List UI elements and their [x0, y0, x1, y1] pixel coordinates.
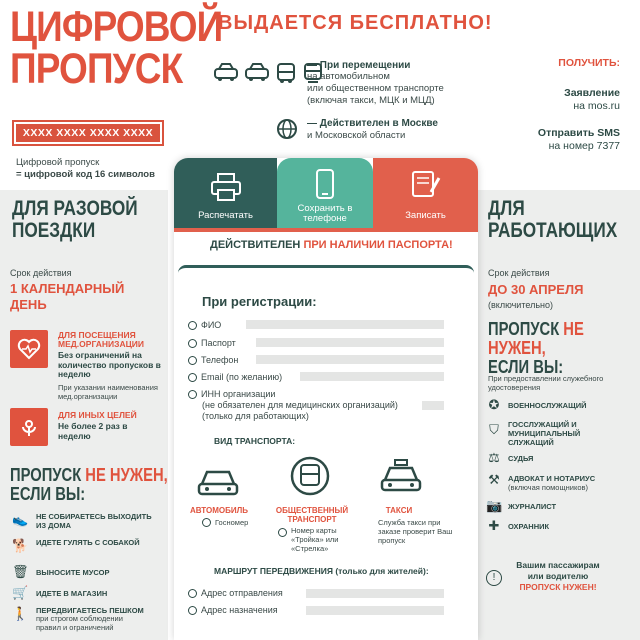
transport-line-2: на автомобильном — [307, 71, 390, 82]
bus-icon — [275, 62, 297, 84]
get-application-label: Заявление — [564, 87, 620, 99]
right-item: ГОССЛУЖАЩИЙ И МУНИЦИПАЛЬНЫЙ СЛУЖАЩИЙ — [508, 420, 581, 447]
lawyer-note: (включая помощников) — [508, 483, 588, 492]
public-sub-row — [278, 526, 363, 553]
left-heading: ДЛЯ РАЗОВОЙ ПОЕЗДКИ — [12, 197, 138, 242]
med-desc: Без ограничений на количество пропусков в неделю — [58, 350, 161, 379]
code-description: Цифровой пропуск — [16, 157, 100, 168]
car-icon — [196, 466, 240, 500]
left-item: ВЫНОСИТЕ МУСОР — [36, 568, 110, 577]
route-title: МАРШРУТ ПЕРЕДВИЖЕНИЯ (только для жителей): — [214, 566, 429, 576]
other-title: ДЛЯ ИНЫХ ЦЕЛЕЙ — [58, 410, 137, 420]
code-description-bold: = цифровой код 16 символов — [16, 169, 155, 180]
route-row — [188, 605, 278, 615]
taxi-label: ТАКСИ — [385, 506, 413, 515]
tab-save-phone[interactable] — [277, 158, 373, 228]
inn-field[interactable] — [422, 401, 444, 410]
tab-label: Записать — [405, 210, 446, 221]
transport-type-title: ВИД ТРАНСПОРТА: — [214, 436, 296, 446]
phone-field[interactable] — [256, 355, 444, 364]
right-heading: ДЛЯ РАБОТАЮЩИХ — [488, 197, 618, 242]
get-application-site[interactable]: на mos.ru — [573, 100, 620, 112]
route-row — [188, 588, 283, 598]
page-title: ЦИФРОВОЙ ПРОПУСК — [10, 3, 223, 93]
heart-pulse-icon — [10, 330, 48, 368]
car-sub-row — [202, 518, 248, 527]
right-item: АДВОКАТ И НОТАРИУС — [508, 474, 596, 483]
right-item: ВОЕННОСЛУЖАЩИЙ — [508, 401, 587, 410]
get-label: ПОЛУЧИТЬ: — [558, 57, 620, 69]
fio-field[interactable] — [246, 320, 444, 329]
check-icon — [202, 518, 211, 527]
left-item: ИДЕТЕ В МАГАЗИН — [36, 589, 108, 598]
inn-note: (не обязателен для медицинских организаций) — [202, 400, 398, 410]
registration-title: При регистрации: — [202, 294, 317, 309]
scales-icon: ⚖ — [488, 450, 500, 465]
transport-line-3: или общественном транспорте — [307, 83, 444, 94]
email-field[interactable] — [300, 372, 444, 381]
field-label: Email (по желанию) — [201, 372, 283, 382]
check-icon — [188, 321, 197, 330]
passenger-line-3: ПРОПУСК НУЖЕН! — [519, 582, 597, 592]
walk-note: при строгом соблюдении правил и ограничений — [36, 614, 123, 632]
valid-notice — [210, 239, 453, 251]
printer-icon — [210, 172, 242, 202]
left-validity-value: 1 КАЛЕНДАРНЫЙ ДЕНЬ — [10, 281, 125, 312]
tab-write[interactable] — [373, 158, 478, 228]
transport-line-4: (включая такси, МЦК и МЦД) — [307, 95, 435, 106]
valid-suffix: ПРИ НАЛИЧИИ ПАСПОРТА! — [303, 239, 453, 251]
field-label: ФИО — [201, 320, 222, 330]
dog-icon: 🐕 — [12, 538, 29, 553]
route-to-label: Адрес назначения — [201, 605, 278, 615]
tab-label: Сохранить в телефоне — [297, 203, 353, 224]
left-item: НЕ СОБИРАЕТЕСЬ ВЫХОДИТЬ ИЗ ДОМА — [36, 512, 152, 530]
field-label: Паспорт — [201, 338, 236, 348]
card-divider — [178, 265, 474, 273]
plus-badge-icon: ✚ — [488, 518, 500, 533]
code-mask: XXXX XXXX XXXX XXXX — [14, 122, 162, 144]
check-icon — [188, 373, 197, 382]
check-icon — [278, 528, 287, 537]
not-needed-word-1: ПРОПУСК — [488, 319, 560, 339]
trash-icon: 🗑 — [12, 564, 29, 579]
check-icon — [188, 390, 197, 399]
right-item: ОХРАННИК — [508, 522, 550, 531]
med-note: При указании наименования мед.организации — [58, 383, 158, 401]
shoe-icon: 👟 — [12, 512, 29, 527]
public-transport-label: ОБЩЕСТВЕННЫЙ ТРАНСПОРТ — [275, 506, 349, 524]
right-item: СУДЬЯ — [508, 454, 534, 463]
not-needed-word-3: ЕСЛИ ВЫ: — [10, 484, 86, 504]
route-from-label: Адрес отправления — [201, 588, 283, 598]
right-not-needed — [488, 320, 613, 377]
passport-field[interactable] — [256, 338, 444, 347]
field-row — [188, 320, 221, 330]
passenger-line-1: Вашим пассажирам — [516, 560, 600, 570]
right-validity-value: ДО 30 АПРЕЛЯ — [488, 282, 584, 297]
left-item: ПЕРЕДВИГАЕТЕСЬ ПЕШКОМ — [36, 606, 144, 615]
not-needed-word-3: ЕСЛИ ВЫ: — [488, 357, 564, 377]
route-to-field[interactable] — [306, 606, 444, 615]
public-sub: Номер карты «Тройка» или «Стрелка» — [291, 526, 339, 553]
star-badge-icon: ✪ — [488, 397, 500, 412]
right-item: ЖУРНАЛИСТ — [508, 502, 557, 511]
notepad-pen-icon — [409, 168, 441, 200]
check-icon — [188, 339, 197, 348]
metro-train-icon — [290, 456, 330, 500]
cert-note: При предоставлении служебного удостоверения — [488, 374, 604, 392]
inn-note-working: (только для работающих) — [202, 411, 309, 421]
pass-card — [174, 158, 478, 640]
left-item: ИДЕТЕ ГУЛЯТЬ С СОБАКОЙ — [36, 538, 140, 547]
valid-prefix: ДЕЙСТВИТЕЛЕН — [210, 239, 301, 251]
left-validity-label: Срок действия — [10, 268, 72, 278]
camera-icon: 📷 — [486, 498, 503, 513]
route-from-field[interactable] — [306, 589, 444, 598]
check-icon — [188, 606, 197, 615]
field-row — [188, 355, 238, 365]
not-needed-word-2: НЕ НУЖЕН, — [488, 319, 584, 358]
check-icon — [188, 356, 197, 365]
walking-person-icon: 🚶 — [12, 606, 29, 621]
taxi-icon — [213, 62, 239, 82]
region-line-2: и Московской области — [307, 130, 406, 141]
not-needed-word-2: НЕ НУЖЕН, — [85, 465, 168, 485]
gavel-icon: ⚒ — [488, 472, 500, 487]
flower-icon — [10, 408, 48, 446]
med-title: ДЛЯ ПОСЕЩЕНИЯ МЕД.ОРГАНИЗАЦИИ — [58, 330, 145, 349]
right-validity-label: Срок действия — [488, 268, 550, 278]
field-label: Телефон — [201, 355, 239, 365]
check-icon — [188, 589, 197, 598]
shopping-cart-icon: 🛒 — [12, 585, 29, 600]
region-line-1: — Действителен в Москве — [307, 118, 438, 129]
not-needed-word-1: ПРОПУСК — [10, 465, 82, 485]
phone-icon — [315, 168, 335, 200]
tab-label: Распечатать — [198, 210, 253, 221]
tab-print[interactable] — [174, 158, 277, 228]
exclamation-icon: ! — [486, 570, 502, 586]
passenger-note — [508, 560, 608, 593]
car-icon — [244, 62, 270, 82]
taxi-sub: Служба такси при заказе проверит Ваш пропуск — [378, 518, 453, 545]
get-sms-label: Отправить SMS — [537, 127, 620, 139]
transport-line-1: — При перемещении — [307, 60, 411, 71]
field-row — [188, 372, 282, 382]
car-label: АВТОМОБИЛЬ — [190, 506, 248, 515]
globe-icon — [276, 118, 298, 140]
shield-icon: ⛉ — [489, 422, 499, 437]
car-sub: Госномер — [215, 518, 249, 527]
field-label: ИНН организации — [201, 389, 276, 399]
free-heading: ВЫДАЕТСЯ БЕСПЛАТНО! — [218, 12, 493, 34]
other-desc: Не более 2 раз в неделю — [58, 421, 128, 441]
right-validity-note: (включительно) — [488, 300, 553, 310]
left-not-needed — [10, 466, 168, 504]
field-row — [188, 389, 275, 399]
passenger-line-2: или водителю — [527, 571, 589, 581]
field-row — [188, 338, 236, 348]
get-sms-number: на номер 7377 — [548, 140, 620, 152]
taxi-icon — [379, 458, 423, 498]
